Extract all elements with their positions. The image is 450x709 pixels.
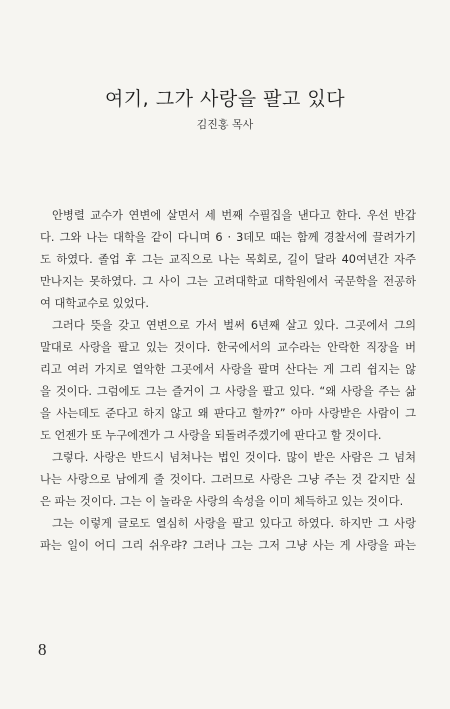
text-line: 도 언젠가 또 누구에겐가 그 사랑을 되돌려주겠기에 판다고 할 것이다. bbox=[40, 429, 382, 442]
text-line: 만나지는 못하였다. 그 사이 그는 고려대학교 대학원에서 국문학을 전공하 bbox=[40, 275, 416, 288]
text-line: 여 대학교수로 있었다. bbox=[40, 297, 149, 310]
text-line: 도 하였다. 졸업 후 그는 교직으로 나는 목회로, 길이 달라 40여년간 자주 bbox=[40, 253, 416, 266]
author-byline: 김진홍 목사 bbox=[196, 118, 254, 131]
essay-body bbox=[40, 205, 416, 557]
text-line: 말대로 사랑을 팔고 있는 것이다. 한국에서의 교수라는 안락한 직장을 버 bbox=[40, 341, 416, 354]
page-number: 8 bbox=[38, 640, 47, 659]
text-line: 그렇다. 사랑은 반드시 넘쳐나는 법인 것이다. 많이 받은 사람은 그 넘쳐 bbox=[52, 451, 416, 464]
text-line: 안병렬 교수가 연변에 살면서 세 번째 수필집을 낸다고 한다. 우선 반갑 bbox=[52, 209, 416, 222]
text-line: 은 파는 것이다. 그는 이 놀라운 사랑의 속성을 이미 체득하고 있는 것이다. bbox=[40, 495, 404, 508]
text-line: 다. 그와 나는 대학을 같이 다니며 6 · 3데모 때는 함께 경찰서에 끌려가기 bbox=[40, 231, 416, 244]
text-line: 그는 이렇게 글로도 열심히 사랑을 팔고 있다고 하였다. 하지만 그 사랑 bbox=[52, 517, 416, 530]
essay-title: 여기, 그가 사랑을 팔고 있다 bbox=[104, 88, 346, 110]
text-line: 파는 일이 어디 그리 쉬우랴? 그러나 그는 그저 그냥 사는 게 사랑을 파는 bbox=[40, 539, 416, 552]
text-line: 그러다 뜻을 갖고 연변으로 가서 벌써 6년째 살고 있다. 그곳에서 그의 bbox=[52, 319, 416, 332]
text-line: 나는 사랑으로 남에게 줄 것이다. 그러므로 사랑은 그냥 주는 것 같지만 실 bbox=[40, 473, 416, 486]
text-line: 을 것이다. 그럼에도 그는 즐거이 그 사랑을 팔고 있다. “왜 사랑을 주는 삶 bbox=[40, 385, 416, 398]
text-line: 리고 여러 가지로 열악한 그곳에서 사랑을 팔며 산다는 게 그리 쉽지는 않 bbox=[40, 363, 416, 376]
text-line: 을 사는데도 준다고 하지 않고 왜 판다고 할까?” 아마 사랑받은 사람이 그 bbox=[40, 407, 416, 420]
